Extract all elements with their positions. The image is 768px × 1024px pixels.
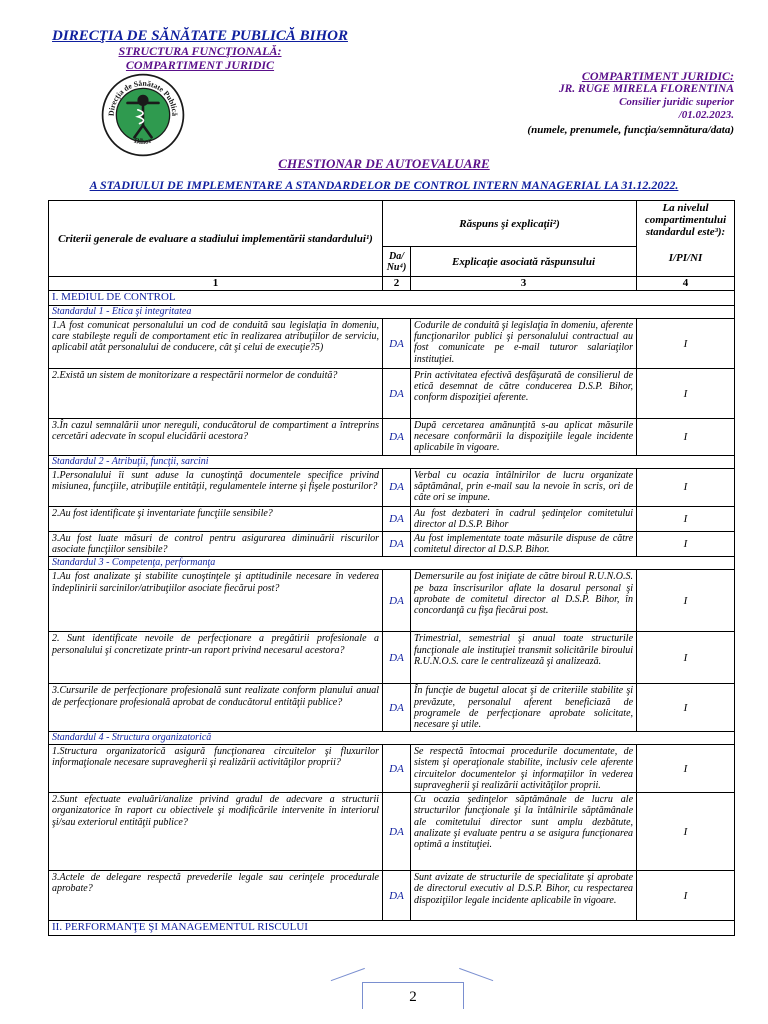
signatory-date: /01.02.2023. bbox=[678, 109, 734, 121]
question-text: 3.În cazul semnalării unor nereguli, conducătorul de compartiment a întreprins cercetări adecvate în scopul elucidării acestora? bbox=[49, 419, 383, 456]
level-value: I bbox=[637, 506, 735, 531]
explanation-text: Au fost dezbateri în cadrul şedinţelor comitetului director al D.S.P. Bihor bbox=[411, 506, 637, 531]
column-number: 1 bbox=[49, 277, 383, 291]
answer-value: DA bbox=[383, 793, 411, 871]
question-row bbox=[49, 684, 735, 732]
question-text: 3.Au fost luate măsuri de control pentru asigurarea diminuării riscurilor asociate funcţiilor sensibile? bbox=[49, 532, 383, 557]
level-value: I bbox=[637, 632, 735, 684]
logo-bottom-text: Bihor bbox=[133, 135, 153, 146]
question-text: 1.Structura organizatorică asigură funcţionarea circuitelor şi fluxurilor informaţionale necesare supravegherii şi realizării activităţilor proprii? bbox=[49, 745, 383, 793]
ipini-header: I/PI/NI bbox=[668, 252, 703, 264]
answer-value: DA bbox=[383, 632, 411, 684]
question-row bbox=[49, 369, 735, 419]
question-row bbox=[49, 570, 735, 632]
column-number: 3 bbox=[411, 277, 637, 291]
explanation-text: Sunt avizate de structurile de specialitate şi aprobate de directorul executiv al D.S.P. Bihor, cu respectarea dispoziţiilor legale incidente aplicabile în vigoare. bbox=[411, 871, 637, 921]
answer-value: DA bbox=[383, 745, 411, 793]
question-row bbox=[49, 745, 735, 793]
standard-title: Standardul 1 - Etica şi integritatea bbox=[49, 306, 735, 319]
column-number-row bbox=[49, 277, 735, 291]
question-text: 1.Au fost analizate şi stabilite cunoştinţele şi aptitudinile necesare în vederea îndeplinirii sarcinilor/atribuţiilor asociate fiecărui post? bbox=[49, 570, 383, 632]
explanation-header: Explicaţie asociată răspunsului bbox=[411, 247, 637, 277]
standard-title: Standardul 4 - Structura organizatorică bbox=[49, 732, 735, 745]
evaluation-table bbox=[48, 200, 735, 936]
question-text: 1.Personalului îi sunt aduse la cunoştinţă documentele specifice privind misiunea, funcţiile, atribuţiile entităţii, regulamentele interne şi fişele posturilor? bbox=[49, 468, 383, 506]
standard-row bbox=[49, 455, 735, 468]
question-text: 3.Cursurile de perfecţionare profesională sunt realizate conform planului anual de perfecţionare profesională aprobat de conducătorul entităţii publice? bbox=[49, 684, 383, 732]
explanation-text: În funcţie de bugetul alocat şi de criteriile stabilite şi prevăzute, personalul aferent beneficiază de programele de perfecţionare aprobate solicitate, necesare şi utile. bbox=[411, 684, 637, 732]
question-row bbox=[49, 871, 735, 921]
standard-row bbox=[49, 306, 735, 319]
institution-title: DIRECŢIA DE SĂNĂTATE PUBLICĂ BIHOR bbox=[52, 28, 348, 44]
criteria-header: Criterii generale de evaluare a stadiului implementării standardului¹) bbox=[49, 201, 383, 277]
explanation-text: Trimestrial, semestrial şi anual toate structurile funcţionale ale instituţiei transmit solicitările biroului R.U.N.O.S. care le centralizează şi analizează. bbox=[411, 632, 637, 684]
column-number: 4 bbox=[637, 277, 735, 291]
question-row bbox=[49, 419, 735, 456]
question-row bbox=[49, 793, 735, 871]
question-text: 2. Sunt identificate nevoile de perfecţionare a pregătirii profesionale a personalului şi concretizate printr-un raport privind necesarul acestora? bbox=[49, 632, 383, 684]
section-row bbox=[49, 921, 735, 936]
dsp-bihor-logo bbox=[100, 72, 186, 158]
question-row bbox=[49, 506, 735, 531]
level-value: I bbox=[637, 532, 735, 557]
standard-title: Standardul 2 - Atribuţii, funcţii, sarcini bbox=[49, 455, 735, 468]
signatory-department: COMPARTIMENT JURIDIC: bbox=[581, 69, 734, 83]
question-text: 2.Au fost identificate şi inventariate funcţiile sensibile? bbox=[49, 506, 383, 531]
question-text: 2.Există un sistem de monitorizare a respectării normelor de conduită? bbox=[49, 369, 383, 419]
level-value: I bbox=[637, 684, 735, 732]
document-subtitle: A STADIULUI DE IMPLEMENTARE A STANDARDELOR DE CONTROL INTERN MANAGERIAL LA 31.12.2022. bbox=[89, 178, 679, 192]
section-row bbox=[49, 291, 735, 306]
structure-block bbox=[80, 44, 320, 72]
footer-decoration-left bbox=[331, 968, 366, 982]
question-row bbox=[49, 632, 735, 684]
question-row bbox=[49, 468, 735, 506]
signatory-name: JR. RUGE MIRELA FLORENTINA bbox=[558, 83, 734, 95]
answer-value: DA bbox=[383, 369, 411, 419]
level-header bbox=[637, 201, 735, 277]
level-value: I bbox=[637, 793, 735, 871]
column-number: 2 bbox=[383, 277, 411, 291]
explanation-text: Verbal cu ocazia întâlnirilor de lucru organizate săptămânal, prin e-mail sau la nevoie în scris, ori de câte ori se impune. bbox=[411, 468, 637, 506]
signatory-role: Consilier juridic superior bbox=[619, 96, 734, 108]
explanation-text: După cercetarea amănunţită s-au aplicat măsurile necesare conformării la dispoziţiile legale incidente aplicabile în vigoare. bbox=[411, 419, 637, 456]
section-title: I. MEDIUL DE CONTROL bbox=[49, 291, 735, 306]
answer-value: DA bbox=[383, 570, 411, 632]
answer-value: DA bbox=[383, 532, 411, 557]
logo-top-text: Direcţia de Sănătate Publică bbox=[106, 78, 180, 117]
level-value: I bbox=[637, 319, 735, 369]
level-value: I bbox=[637, 369, 735, 419]
answer-value: DA bbox=[383, 319, 411, 369]
footer-decoration-right bbox=[459, 968, 494, 982]
structure-name: COMPARTIMENT JURIDIC bbox=[125, 58, 275, 72]
level-value: I bbox=[637, 871, 735, 921]
level-value: I bbox=[637, 745, 735, 793]
standard-title: Standardul 3 - Competenţa, performanţa bbox=[49, 557, 735, 570]
answer-value: DA bbox=[383, 506, 411, 531]
da-nu-header: Da/ Nu⁴) bbox=[383, 247, 411, 277]
level-value: I bbox=[637, 468, 735, 506]
question-text: 2.Sunt efectuate evaluări/analize privind gradul de adecvare a structurii organizatorice în raport cu obiectivele şi modificările intervenite în interiorul şi/sau exteriorul entităţii publice? bbox=[49, 793, 383, 871]
explanation-text: Se respectă întocmai procedurile documentate, de sistem şi operaţionale stabilite, inclusiv cele aferente circuitelor documentelor şi informaţiilor în vederea supravegherii şi realizării activităţilor proprii. bbox=[411, 745, 637, 793]
signatory-caption: (numele, prenumele, funcţia/semnătura/data) bbox=[527, 124, 734, 136]
signatory-block bbox=[374, 70, 734, 137]
standard-row bbox=[49, 557, 735, 570]
question-text: 1.A fost comunicat personalului un cod de conduită sau legislaţia în domeniu, care stabileşte reguli de comportament etic în realizarea atribuţiilor de serviciu, aplicabil atât personalului de conducere, cât şi celui de execuţie?5) bbox=[49, 319, 383, 369]
question-text: 3.Actele de delegare respectă prevederile legale sau cerinţele procedurale aprobate? bbox=[49, 871, 383, 921]
explanation-text: Prin activitatea efectivă desfăşurată de consilierul de etică desemnat de către conducerea D.S.P. Bihor, conform dispoziţiei aferente. bbox=[411, 369, 637, 419]
explanation-text: Codurile de conduită şi legislaţia în domeniu, aferente funcţionarilor publici şi personalului contractual au fost comunicate pe e-mail tuturor salariaţilor instituţiei. bbox=[411, 319, 637, 369]
question-row bbox=[49, 319, 735, 369]
section-title: II. PERFORMANŢE ŞI MANAGEMENTUL RISCULUI bbox=[49, 921, 735, 936]
answer-value: DA bbox=[383, 419, 411, 456]
standard-row bbox=[49, 732, 735, 745]
answer-value: DA bbox=[383, 871, 411, 921]
answer-group-header: Răspuns şi explicaţii²) bbox=[383, 201, 637, 247]
level-value: I bbox=[637, 419, 735, 456]
document-title: CHESTIONAR DE AUTOEVALUARE bbox=[278, 156, 490, 171]
level-header-text: La nivelul compartimentului standardul este³): bbox=[644, 202, 727, 238]
explanation-text: Demersurile au fost iniţiate de către biroul R.U.N.O.S. pe baza înscrisurilor aflate la dosarul personal şi aprobate de comitetul director al D.S.P. Bihor, în concordanţă cu fişa fiecărui post. bbox=[411, 570, 637, 632]
explanation-text: Cu ocazia şedinţelor săptămânale de lucru ale structurilor funcţionale şi la întâlnirile săptămânale ale comitetului director sunt amplu dezbătute, analizate şi evaluate pentru a se asigura funcţionarea optimă a instituţiei. bbox=[411, 793, 637, 871]
explanation-text: Au fost implementate toate măsurile dispuse de către comitetul director al D.S.P. Bihor. bbox=[411, 532, 637, 557]
answer-value: DA bbox=[383, 684, 411, 732]
question-row bbox=[49, 532, 735, 557]
structure-label: STRUCTURA FUNCŢIONALĂ: bbox=[118, 44, 282, 58]
answer-value: DA bbox=[383, 468, 411, 506]
page-number: 2 bbox=[362, 982, 464, 1009]
level-value: I bbox=[637, 570, 735, 632]
